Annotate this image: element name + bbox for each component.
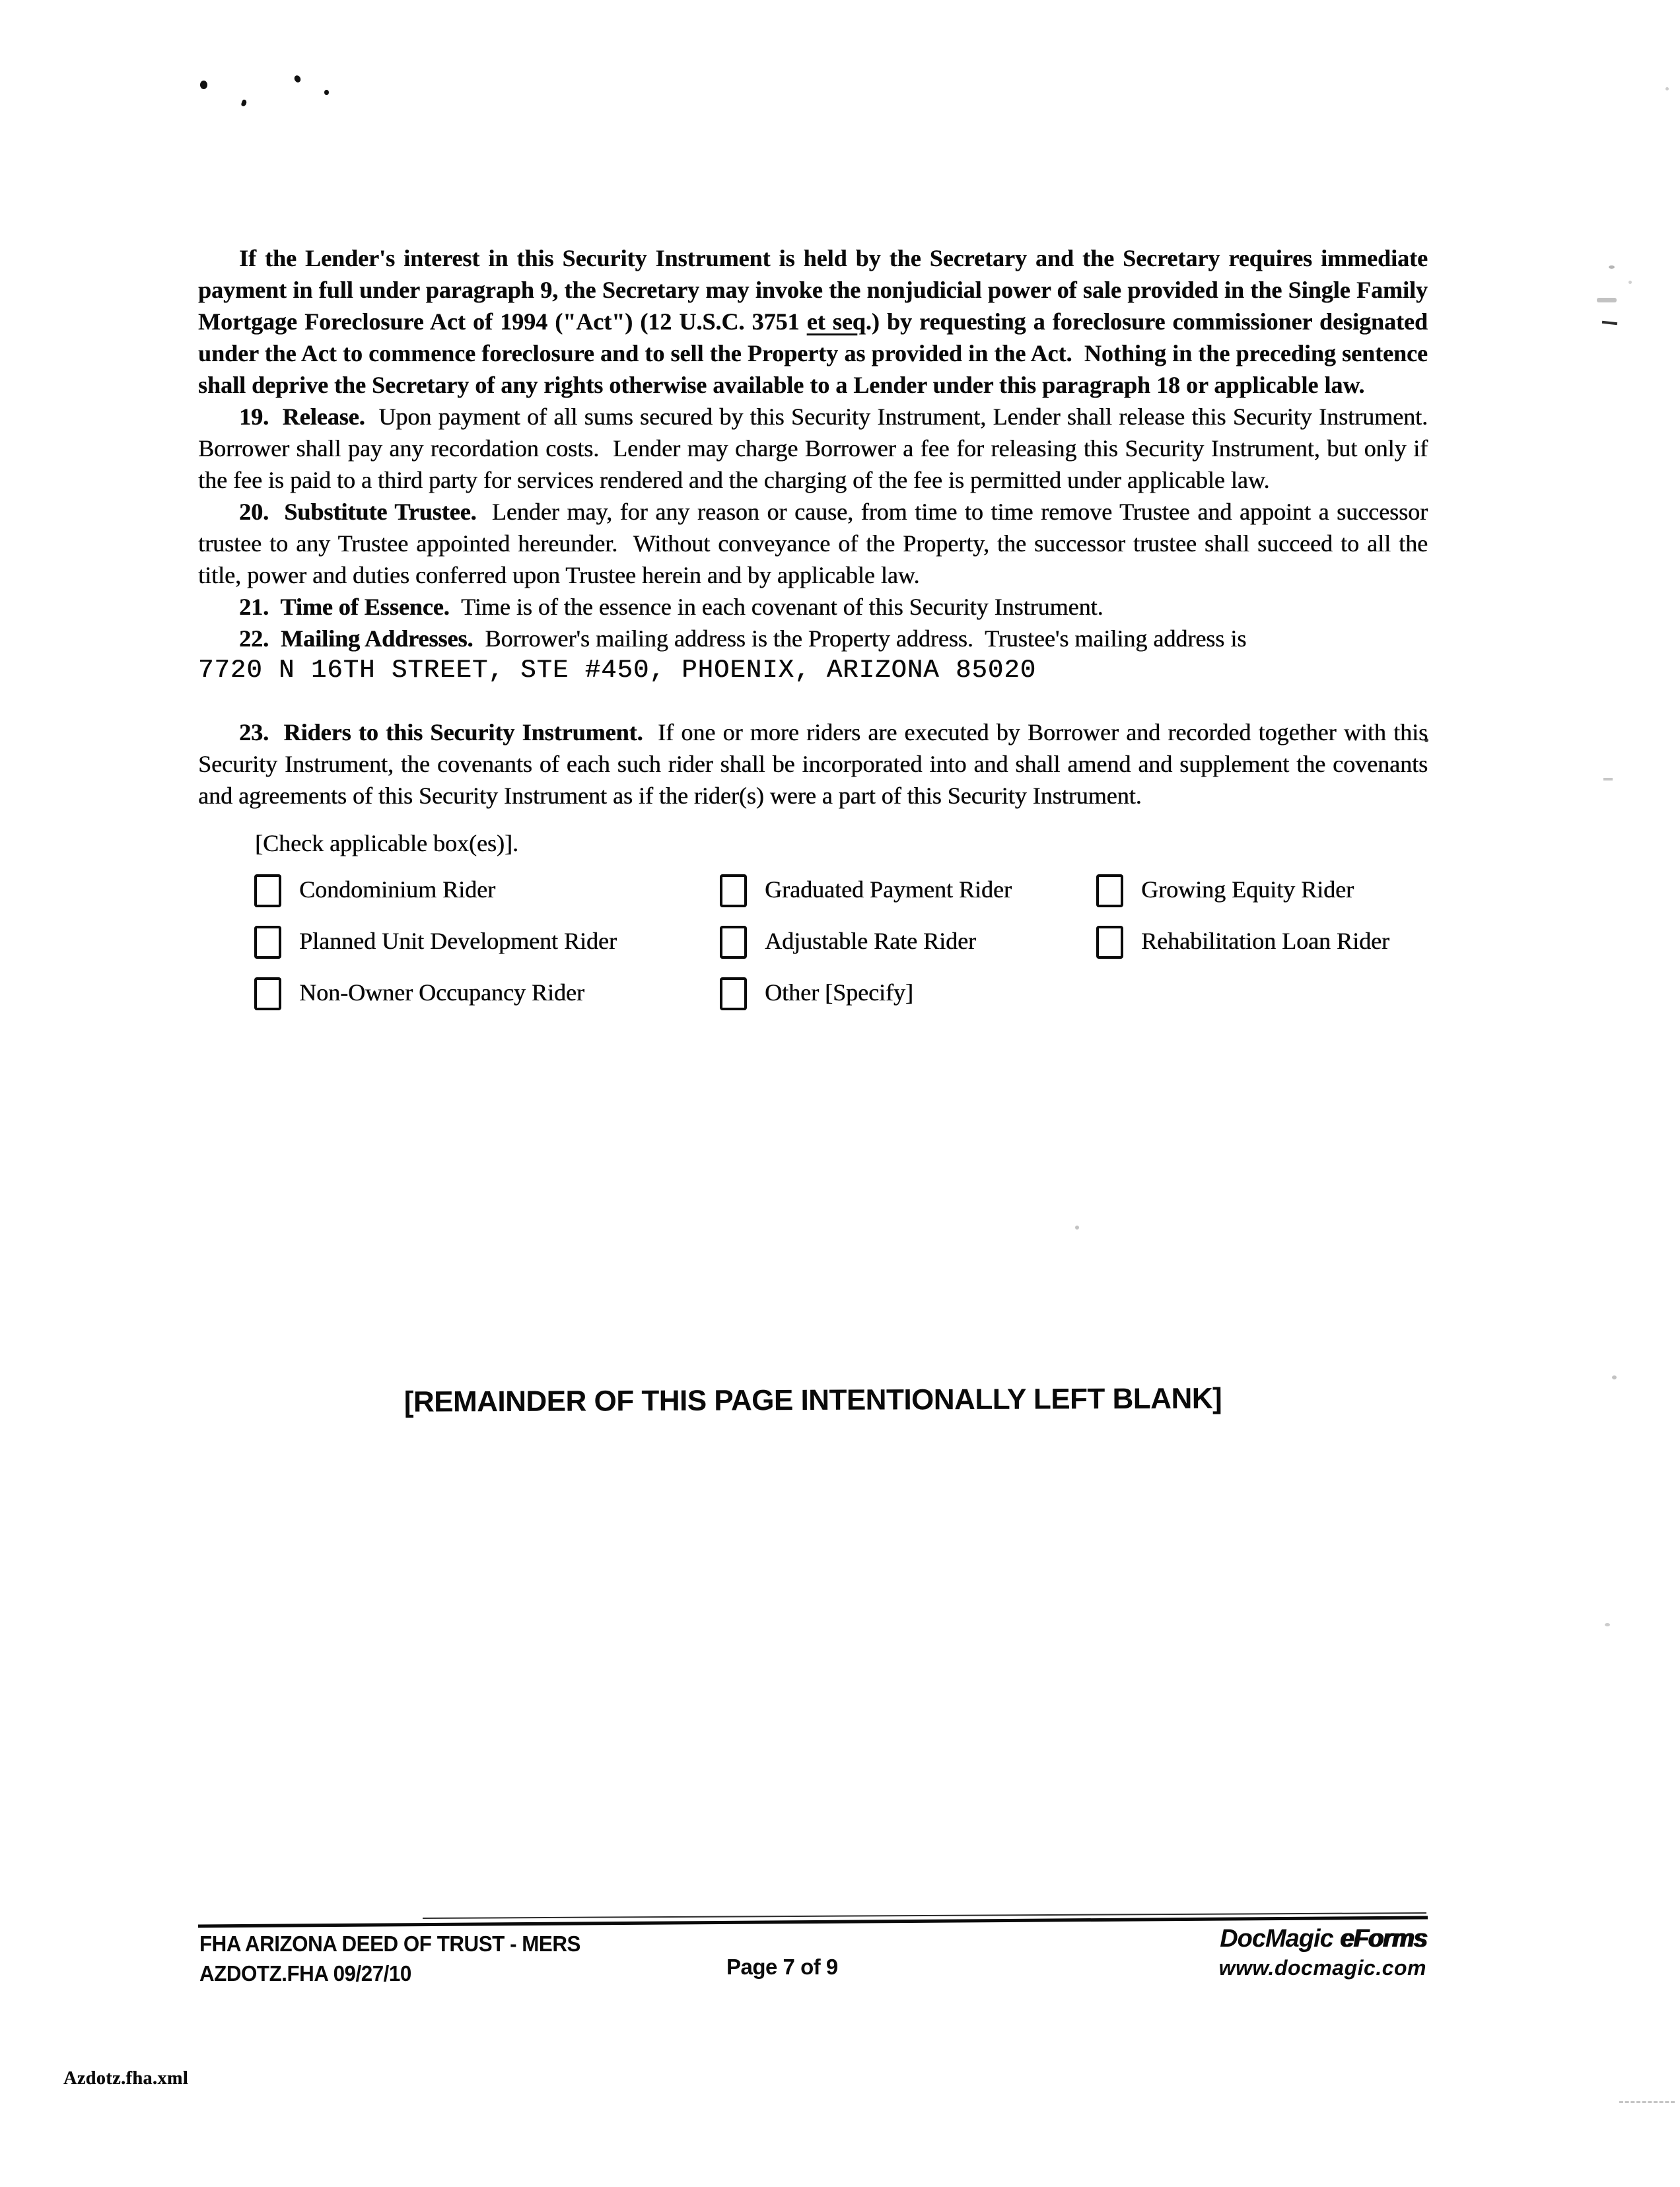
rider-option-growing-equity[interactable] (1096, 872, 1389, 924)
scan-artifact (1619, 2101, 1675, 2103)
rider-label: Growing Equity Rider (1141, 876, 1354, 903)
rider-option-non-owner-occupancy[interactable] (254, 975, 617, 1027)
rider-label: Graduated Payment Rider (765, 876, 1012, 903)
section-23-riders (198, 716, 1434, 812)
non-owner-occupancy-rider-checkbox[interactable] (254, 977, 281, 1010)
section-19-heading: 19. Release. (239, 403, 365, 430)
planned-unit-development-rider-checkbox[interactable] (254, 926, 281, 959)
trustee-mailing-address: 7720 N 16TH STREET, STE #450, PHOENIX, ARIZONA 85020 (198, 656, 1036, 685)
adjustable-rate-rider-checkbox[interactable] (720, 926, 747, 959)
graduated-payment-rider-checkbox[interactable] (720, 874, 747, 907)
rider-option-planned-unit-development[interactable] (254, 924, 617, 975)
rider-label: Adjustable Rate Rider (765, 928, 976, 954)
scan-artifact (1612, 1375, 1617, 1379)
section-19-release (198, 401, 1440, 496)
paragraph-18-continuation (198, 242, 1434, 401)
rider-column-2 (720, 872, 1012, 1027)
condominium-rider-checkbox[interactable] (254, 874, 281, 907)
growing-equity-rider-checkbox[interactable] (1096, 874, 1123, 907)
scan-artifact (1597, 298, 1617, 302)
rider-option-graduated-payment[interactable] (720, 872, 1012, 924)
rider-label: Rehabilitation Loan Rider (1141, 928, 1389, 954)
rehabilitation-loan-rider-checkbox[interactable] (1096, 926, 1123, 959)
docmagic-website-url: www.docmagic.com (1218, 1956, 1426, 1980)
other-specify-rider-checkbox[interactable] (720, 977, 747, 1010)
rider-label: Other [Specify] (765, 979, 913, 1006)
scan-artifact (1665, 87, 1669, 90)
remainder-blank-notice: [REMAINDER OF THIS PAGE INTENTIONALLY LEFT BLANK] (403, 1382, 1222, 1418)
section-20-heading: 20. Substitute Trustee. (239, 499, 477, 525)
scan-artifact (1605, 1623, 1610, 1626)
section-19-text: Upon payment of all sums secured by this Security Instrument, Lender shall release this Security Instrument. Borrower shall pay any recordation costs. Lender may charge Borrower a fee for releasing this Security Instrument, but only if the fee is paid to a third party for services rendered and the charging of the fee is permitted under applicable law. (198, 403, 1440, 493)
scan-artifact (200, 81, 207, 89)
rider-label: Condominium Rider (299, 876, 495, 903)
bottom-margin-filename-note: Azdotz.fha.xml (63, 2068, 188, 2089)
section-22-mailing-addresses (198, 623, 1428, 654)
section-20-text: Lender may, for any reason or cause, from time to time remove Trustee and appoint a successor trustee to any Trustee appointed hereunder. Without conveyance of the Property, the successor trustee shall succeed to all the title, power and duties conferred upon Trustee herein and by applicable law. (198, 499, 1434, 588)
docmagic-logo-text: DocMagic (1220, 1925, 1333, 1953)
rider-option-condominium[interactable] (254, 872, 617, 924)
section-23-heading: 23. Riders to this Security Instrument. (239, 719, 643, 746)
footer-form-identification (199, 1929, 580, 1988)
scan-artifact (1628, 281, 1632, 284)
rider-option-other-specify[interactable] (720, 975, 1012, 1027)
section-22-text: Borrower's mailing address is the Property address. Trustee's mailing address is (473, 625, 1247, 652)
scan-artifact (241, 99, 248, 107)
docmagic-logo (1219, 1925, 1426, 1953)
paragraph-18-underlined-et-seq: et seq (806, 308, 866, 335)
section-20-substitute-trustee (198, 496, 1434, 591)
scan-artifact (293, 74, 302, 83)
footer-form-name: FHA ARIZONA DEED OF TRUST - MERS (199, 1931, 580, 1956)
rider-label: Planned Unit Development Rider (299, 928, 617, 954)
rider-checkbox-grid (198, 872, 1428, 1039)
section-21-heading: 21. Time of Essence. (239, 594, 450, 620)
footer-form-code: AZDOTZ.FHA 09/27/10 (199, 1961, 411, 1986)
rider-label: Non-Owner Occupancy Rider (299, 979, 584, 1006)
section-21-time-of-essence (198, 591, 1428, 623)
rider-option-adjustable-rate[interactable] (720, 924, 1012, 975)
paragraph-18-text-pre: If the Lender's interest in this Security Instrument is held by the Secretary and the Secretary requires immediate payment in full under paragraph 9, the Secretary may invoke the nonjudicial power of sale provided in the Single Family Mortgage Foreclosure Act of 1994 ("Act") (12 U.S.C. 3751 (198, 245, 1434, 335)
paragraph-18-text-post: .) by requesting a foreclosure commissioner designated under the Act to commence foreclosure and to sell the Property as provided in the Act. Nothing in the preceding sentence shall deprive the Secretary of any rights otherwise available to a Lender under this paragraph 18 or applicable law. (198, 308, 1434, 398)
rider-column-3 (1096, 872, 1389, 975)
scan-artifact (1609, 265, 1615, 269)
scan-artifact (1602, 321, 1617, 325)
rider-option-rehabilitation-loan[interactable] (1096, 924, 1389, 975)
scan-artifact (1075, 1226, 1079, 1230)
rider-column-1 (254, 872, 617, 1027)
page-number-indicator: Page 7 of 9 (726, 1955, 838, 1979)
footer-branding (1219, 1925, 1426, 1980)
section-21-text: Time is of the essence in each covenant of this Security Instrument. (449, 594, 1103, 620)
check-applicable-boxes-instruction: [Check applicable box(es)]. (255, 830, 518, 856)
section-23-text: If one or more riders are executed by Borrower and recorded together with this Security Instrument, the covenants of each such rider shall be incorporated into and shall amend and supplement the covenants and agreements of this Security Instrument as if the rider(s) were a part of this Security Instrument. (198, 719, 1434, 809)
scan-artifact (1603, 778, 1613, 781)
scan-artifact (324, 90, 329, 95)
document-body (198, 242, 1440, 1039)
docmagic-eforms-text: eForms (1339, 1925, 1426, 1953)
section-22-heading: 22. Mailing Addresses. (239, 625, 473, 652)
